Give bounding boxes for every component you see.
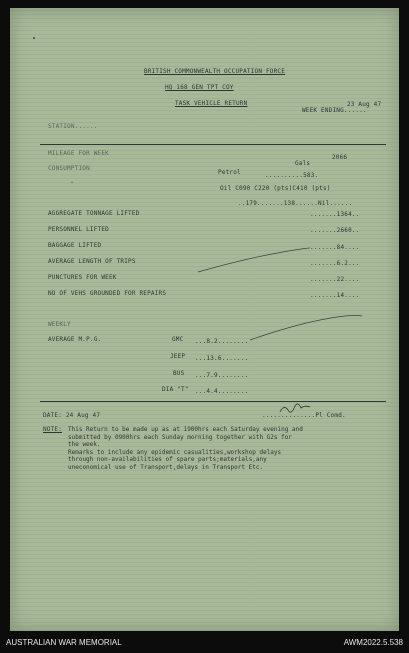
row-value-punctures: .......22.... (310, 276, 360, 283)
petrol-value: ..........583. (265, 172, 319, 179)
row-value-tonnage: .......1364.. (310, 211, 360, 218)
mpg-heading: WEEKLY (48, 321, 71, 328)
mpg-type-bus: BUS (173, 370, 185, 377)
mpg-label: AVERAGE M.P.G. (48, 336, 102, 343)
note-label: NOTE: (43, 426, 63, 433)
pencil-marks (10, 8, 399, 631)
station-label: STATION...... (48, 123, 98, 130)
document-sheet (10, 8, 399, 631)
mpg-value-gmc: ...8.2........ (195, 338, 249, 345)
row-label-punctures: PUNCTURES FOR WEEK (48, 274, 117, 281)
oil-labels: Oil C090 C220 (pts)C410 (pts) (220, 185, 331, 192)
gals-label: Gals (295, 160, 311, 167)
week-ending-label: WEEK ENDING...... (302, 107, 367, 114)
row-value-baggage: .......84.... (310, 244, 360, 251)
footer-bar (0, 631, 409, 653)
mpg-type-gmc: GMC (172, 336, 184, 343)
mileage-value: 2066 (332, 154, 348, 161)
week-ending-date: 23 Aug 47 (347, 101, 382, 108)
footer-accession-id: AWM2022.5.538 (343, 638, 403, 647)
row-label-baggage: BAGGAGE LIFTED (48, 242, 102, 249)
row-label-personnel: PERSONNEL LIFTED (48, 226, 109, 233)
pencil-stroke-lower (250, 316, 362, 341)
unit-heading: HQ 168 GEN TPT COY (165, 84, 234, 91)
consumption-ditto: " (70, 181, 74, 188)
date-line: DATE: 24 Aug 47 (43, 412, 101, 419)
signature-line: ..............Pl Comd. (262, 412, 346, 419)
row-label-trip-length: AVERAGE LENGTH OF TRIPS (48, 258, 136, 265)
mileage-label: MILEAGE FOR WEEK (48, 150, 109, 157)
row-value-personnel: .......2660.. (310, 227, 360, 234)
oil-values: ..179.......138......Nil...... (238, 200, 353, 207)
handwritten-signature (280, 404, 310, 412)
punch-mark (33, 37, 35, 39)
row-value-trip-length: .......6.2... (310, 260, 360, 267)
mpg-value-jeep: ...13.6....... (195, 355, 249, 362)
mpg-type-dia: DIA "T" (162, 386, 189, 393)
row-value-grounded: .......14.... (310, 292, 360, 299)
row-label-grounded: NO OF VEHS GROUNDED FOR REPAIRS (48, 290, 167, 297)
form-heading: TASK VEHICLE RETURN (175, 100, 248, 107)
pencil-stroke-upper (198, 248, 310, 272)
footer-credit: AUSTRALIAN WAR MEMORIAL (6, 638, 122, 647)
consumption-label: CONSUMPTION (48, 165, 90, 172)
doc-title: BRITISH COMMONWEALTH OCCUPATION FORCE (144, 68, 286, 75)
petrol-label: Petrol (218, 169, 241, 176)
mpg-type-jeep: JEEP (170, 353, 186, 360)
mpg-value-bus: ...7.9........ (195, 372, 249, 379)
row-label-tonnage: AGGREGATE TONNAGE LIFTED (48, 210, 140, 217)
notes-text: This Return to be made up as at 1900hrs each Saturday evening and submitted by 0900hrs each Sunday morning together with G2s for the week. Remarks to include any epidemic casualities,workshop delays through non-availabilities of spare parts;materials,any uneconomical use of Transport,delays in Transport Etc. (68, 426, 303, 471)
mpg-value-dia: ...4.4........ (195, 388, 249, 395)
